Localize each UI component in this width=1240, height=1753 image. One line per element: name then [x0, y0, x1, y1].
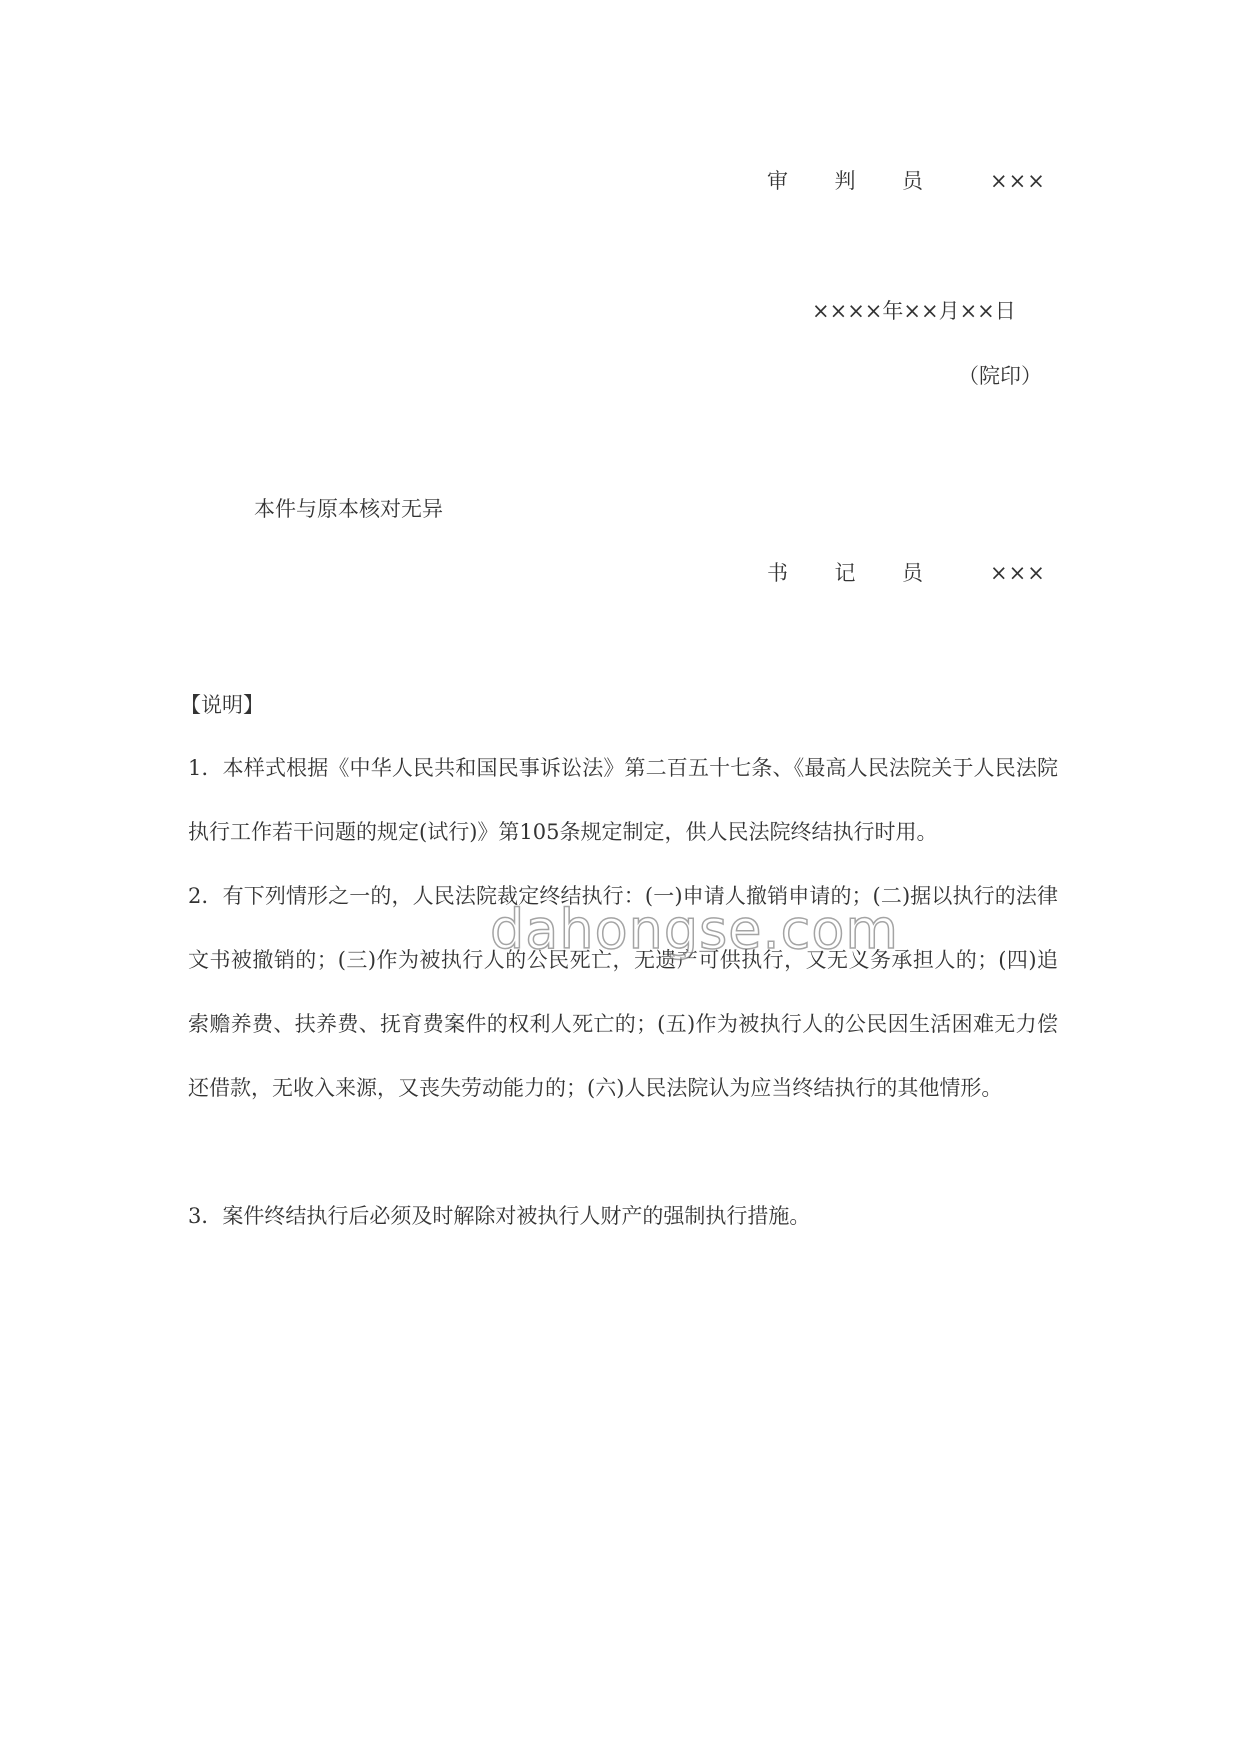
explanation-heading: 【说明】	[180, 693, 264, 717]
clerk-label-char: 书	[767, 561, 788, 585]
clerk-name: ×××	[990, 561, 1046, 585]
clerk-label	[767, 558, 923, 588]
explanation-item-1: 1．本样式根据《中华人民共和国民事诉讼法》第二百五十七条、《最高人民法院关于人民法院执行工作若干问题的规定(试行)》第105条规定制定，供人民法院终结执行时用。	[188, 756, 1058, 844]
judge-label	[767, 166, 923, 196]
explanation-item-3: 3．案件终结执行后必须及时解除对被执行人财产的强制执行措施。	[188, 1204, 811, 1228]
judge-label-char: 审	[767, 169, 788, 193]
site-watermark: dahongse.com	[490, 898, 899, 961]
judge-label-char: 员	[902, 169, 923, 193]
document-date: ××××年××月××日	[812, 299, 1016, 323]
clerk-label-char: 员	[902, 561, 923, 585]
court-seal-note: （院印）	[958, 364, 1042, 388]
verification-statement: 本件与原本核对无异	[254, 497, 443, 521]
clerk-label-char: 记	[834, 561, 856, 585]
explanation-item-2: 2．有下列情形之一的，人民法院裁定终结执行：(一)申请人撤销申请的；(二)据以执行的法律文书被撤销的；(三)作为被执行人的公民死亡，无遗产可供执行，又无义务承担人的；(四)追索赡养费、扶养费、抚育费案件的权利人死亡的；(五)作为被执行人的公民因生活困难无力偿还借款，无收入来源，又丧失劳动能力的；(六)人民法院认为应当终结执行的其他情形。	[188, 884, 1058, 1100]
judge-label-char: 判	[834, 169, 856, 193]
judge-name: ×××	[990, 169, 1046, 193]
